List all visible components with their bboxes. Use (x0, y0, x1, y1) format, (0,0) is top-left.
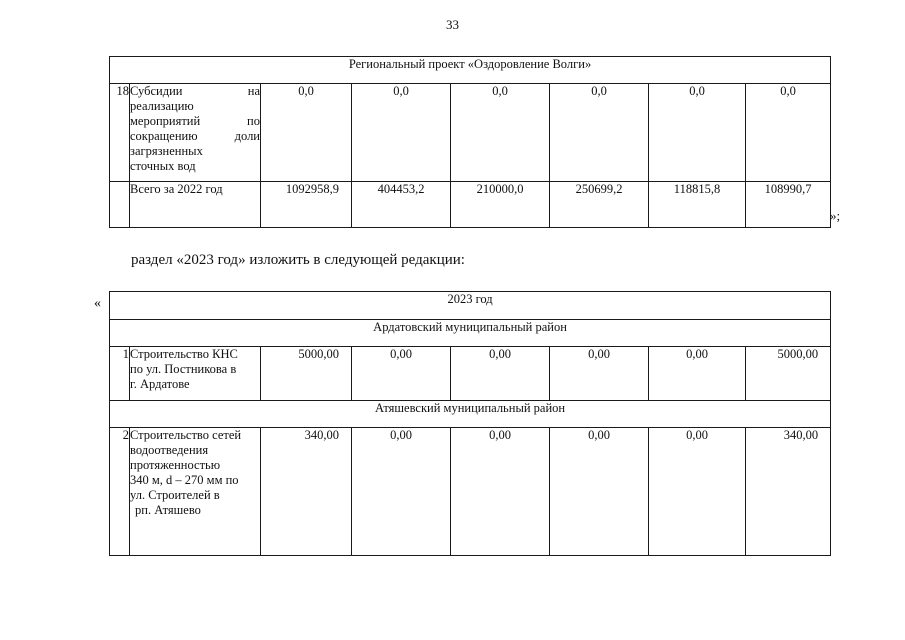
row-number: 18 (110, 84, 130, 182)
value-cell: 0,00 (451, 428, 550, 556)
value-cell: 0,00 (352, 347, 451, 401)
row-number (110, 182, 130, 228)
table-row (110, 428, 831, 556)
table-row-total (110, 182, 831, 228)
value-cell: 404453,2 (352, 182, 451, 228)
value-cell: 1092958,9 (261, 182, 352, 228)
opening-quote: « (94, 296, 101, 311)
value-cell: 0,00 (649, 347, 746, 401)
row-name: Всего за 2022 год (130, 182, 261, 228)
table-row (110, 347, 831, 401)
value-cell: 250699,2 (550, 182, 649, 228)
row-name: Субсидии на реализацию мероприятий по сокращению доли загрязненных сточных вод (130, 84, 261, 182)
value-cell: 0,00 (649, 428, 746, 556)
page-number: 33 (446, 17, 459, 32)
row-name: Строительство КНС по ул. Постникова в г. Ардатове (130, 347, 261, 401)
value-cell: 0,0 (746, 84, 831, 182)
value-cell: 0,00 (352, 428, 451, 556)
closing-quote: »; (830, 208, 841, 223)
value-cell: 340,00 (746, 428, 831, 556)
district-header: Ардатовский муниципальный район (110, 320, 831, 347)
value-cell: 0,0 (451, 84, 550, 182)
value-cell: 340,00 (261, 428, 352, 556)
instruction-paragraph: раздел «2023 год» изложить в следующей редакции: (131, 252, 465, 268)
table-2023 (109, 291, 831, 556)
year-title: 2023 год (110, 292, 831, 320)
table-row (110, 84, 831, 182)
table-regional-project (109, 56, 831, 228)
value-cell: 0,0 (550, 84, 649, 182)
district-header: Атяшевский муниципальный район (110, 401, 831, 428)
value-cell: 0,0 (649, 84, 746, 182)
section-title: Региональный проект «Оздоровление Волги» (110, 57, 831, 84)
value-cell: 5000,00 (746, 347, 831, 401)
value-cell: 0,00 (550, 428, 649, 556)
value-cell: 0,00 (451, 347, 550, 401)
row-number: 1 (110, 347, 130, 401)
value-cell: 0,00 (550, 347, 649, 401)
row-number: 2 (110, 428, 130, 556)
value-cell: 108990,7 (746, 182, 831, 228)
value-cell: 5000,00 (261, 347, 352, 401)
value-cell: 210000,0 (451, 182, 550, 228)
value-cell: 0,0 (352, 84, 451, 182)
value-cell: 0,0 (261, 84, 352, 182)
row-name: Строительство сетей водоотведения протяженностью 340 м, d – 270 мм по ул. Строителей в рп. Атяшево (130, 428, 261, 556)
value-cell: 118815,8 (649, 182, 746, 228)
